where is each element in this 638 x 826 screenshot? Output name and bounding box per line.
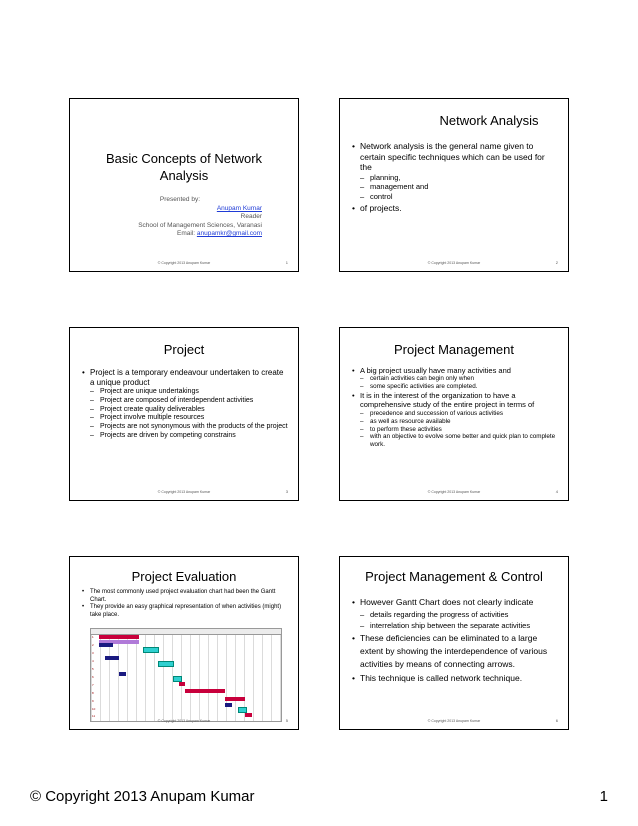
- gantt-row-marker: 8: [92, 691, 94, 695]
- slide-footer: © Copyright 2013 Anupam Kumar: [427, 490, 481, 494]
- gantt-row-marker: 11: [92, 714, 96, 718]
- bullet-item: • Network analysis is the general name given to certain specific techniques which can be used for the: [352, 141, 558, 173]
- bullet-item: • They provide an easy graphical representation of when activities (might) take place.: [82, 604, 288, 619]
- presenter-school: School of Management Sciences, Varanasi: [138, 221, 262, 229]
- slide-1: [69, 98, 299, 272]
- sub-bullet-item: – with an objective to evolve some better and quick plan to complete work.: [352, 433, 558, 449]
- gantt-row-marker: 4: [92, 659, 94, 663]
- slide-footer: © Copyright 2013 Anupam Kumar: [157, 490, 211, 494]
- page-copyright-footer: © Copyright 2013 Anupam Kumar: [30, 788, 255, 805]
- sub-bullet-item: – management and: [352, 182, 558, 191]
- sub-bullet-item: – Projects are driven by competing constrains: [82, 432, 288, 441]
- sub-bullet-item: – interrelation ship between the separate activities: [352, 621, 558, 630]
- slide-4: [339, 327, 569, 501]
- slide-title: Project Management & Control: [365, 569, 543, 584]
- bullet-list: [352, 597, 558, 683]
- sub-bullet-item: – to perform these activities: [352, 426, 558, 434]
- bullet-list: [82, 589, 288, 619]
- slide-number: 5: [285, 718, 288, 723]
- presented-by-label: Presented by:: [159, 196, 200, 203]
- gantt-row-marker: 2: [92, 643, 94, 647]
- gantt-bar: [119, 672, 126, 676]
- presenter-role: Reader: [240, 213, 262, 221]
- gantt-bar: [158, 661, 174, 667]
- slide-number: 1: [285, 260, 288, 265]
- sub-bullet-item: – precedence and succession of various activities: [352, 410, 558, 418]
- sub-bullet-item: – Project create quality deliverables: [82, 406, 288, 415]
- bullet-list: [352, 141, 558, 214]
- gantt-bar: [225, 703, 232, 707]
- gantt-bar: [179, 682, 185, 686]
- page-number: 1: [599, 788, 608, 805]
- slide-footer: © Copyright 2013 Anupam Kumar: [157, 261, 211, 265]
- slide-number: 3: [285, 489, 288, 494]
- sub-bullet-item: – planning,: [352, 173, 558, 182]
- sub-bullet-item: – some specific activities are completed.: [352, 383, 558, 391]
- gantt-bar: [185, 689, 225, 693]
- sub-bullet-item: – Project are composed of interdependent activities: [82, 397, 288, 406]
- bullet-list: [352, 366, 558, 449]
- slide-footer: © Copyright 2013 Anupam Kumar: [157, 719, 211, 723]
- gantt-chart-image: [90, 628, 282, 722]
- bullet-item: • A big project usually have many activities and: [352, 366, 558, 375]
- sub-bullet-item: – details regarding the progress of activities: [352, 610, 558, 619]
- sub-bullet-item: – control: [352, 192, 558, 201]
- email-link[interactable]: anupamkr@gmail.com: [196, 230, 262, 238]
- slide-footer: © Copyright 2013 Anupam Kumar: [427, 719, 481, 723]
- bullet-item: • The most commonly used project evaluation chart had been the Gantt Chart.: [82, 589, 288, 604]
- sub-bullet-item: – Projects are not synonymous with the products of the project: [82, 423, 288, 432]
- slide-footer: © Copyright 2013 Anupam Kumar: [427, 261, 481, 265]
- gantt-bar: [99, 635, 139, 639]
- bullet-item: • These deficiencies can be eliminated to a large extent by showing the interdependence of various activities by means of connecting arrows.: [352, 632, 558, 670]
- gantt-row-marker: 9: [92, 699, 94, 703]
- gantt-row-marker: 3: [92, 651, 94, 655]
- slide-5: [69, 556, 299, 730]
- sub-bullet-item: – certain activities can begin only when: [352, 375, 558, 383]
- gantt-row-marker: 7: [92, 683, 94, 687]
- sub-bullet-item: – Project involve multiple resources: [82, 414, 288, 423]
- gantt-row-marker: 6: [92, 675, 94, 679]
- gantt-row-marker: 10: [92, 707, 96, 711]
- slide-title: Basic Concepts of Network Analysis: [105, 151, 263, 183]
- slide-number: 2: [555, 260, 558, 265]
- bullet-item: • It is in the interest of the organization to have a comprehensive study of the entire project in terms of: [352, 391, 558, 410]
- presenter-block: [138, 196, 262, 239]
- slide-3: [69, 327, 299, 501]
- bullet-item: • This technique is called network technique.: [352, 673, 558, 684]
- slide-title: Project: [163, 342, 205, 357]
- slide-number: 4: [555, 489, 558, 494]
- slide-title: Project Management: [394, 342, 514, 357]
- email-label: Email:: [177, 230, 196, 238]
- gantt-bar: [225, 697, 245, 701]
- bullet-item: • However Gantt Chart does not clearly indicate: [352, 597, 558, 608]
- bullet-item: • Project is a temporary endeavour undertaken to create a unique product: [82, 368, 288, 388]
- slide-6: [339, 556, 569, 730]
- sub-bullet-item: – as well as resource available: [352, 418, 558, 426]
- slide-title: Network Analysis: [439, 113, 539, 128]
- gantt-row-marker: 5: [92, 667, 94, 671]
- bullet-item: • of projects.: [352, 203, 558, 214]
- sub-bullet-item: – Project are unique undertakings: [82, 388, 288, 397]
- slide-title: Project Evaluation: [131, 569, 237, 584]
- presenter-name-link[interactable]: Anupam Kumar: [216, 205, 262, 212]
- gantt-bar: [105, 656, 119, 660]
- slide-2: [339, 98, 569, 272]
- gantt-row-marker: 1: [92, 635, 94, 639]
- bullet-list: [82, 368, 288, 441]
- gantt-bar: [143, 647, 159, 653]
- gantt-bar: [99, 643, 113, 647]
- gantt-bar: [245, 713, 252, 717]
- slide-number: 6: [555, 718, 558, 723]
